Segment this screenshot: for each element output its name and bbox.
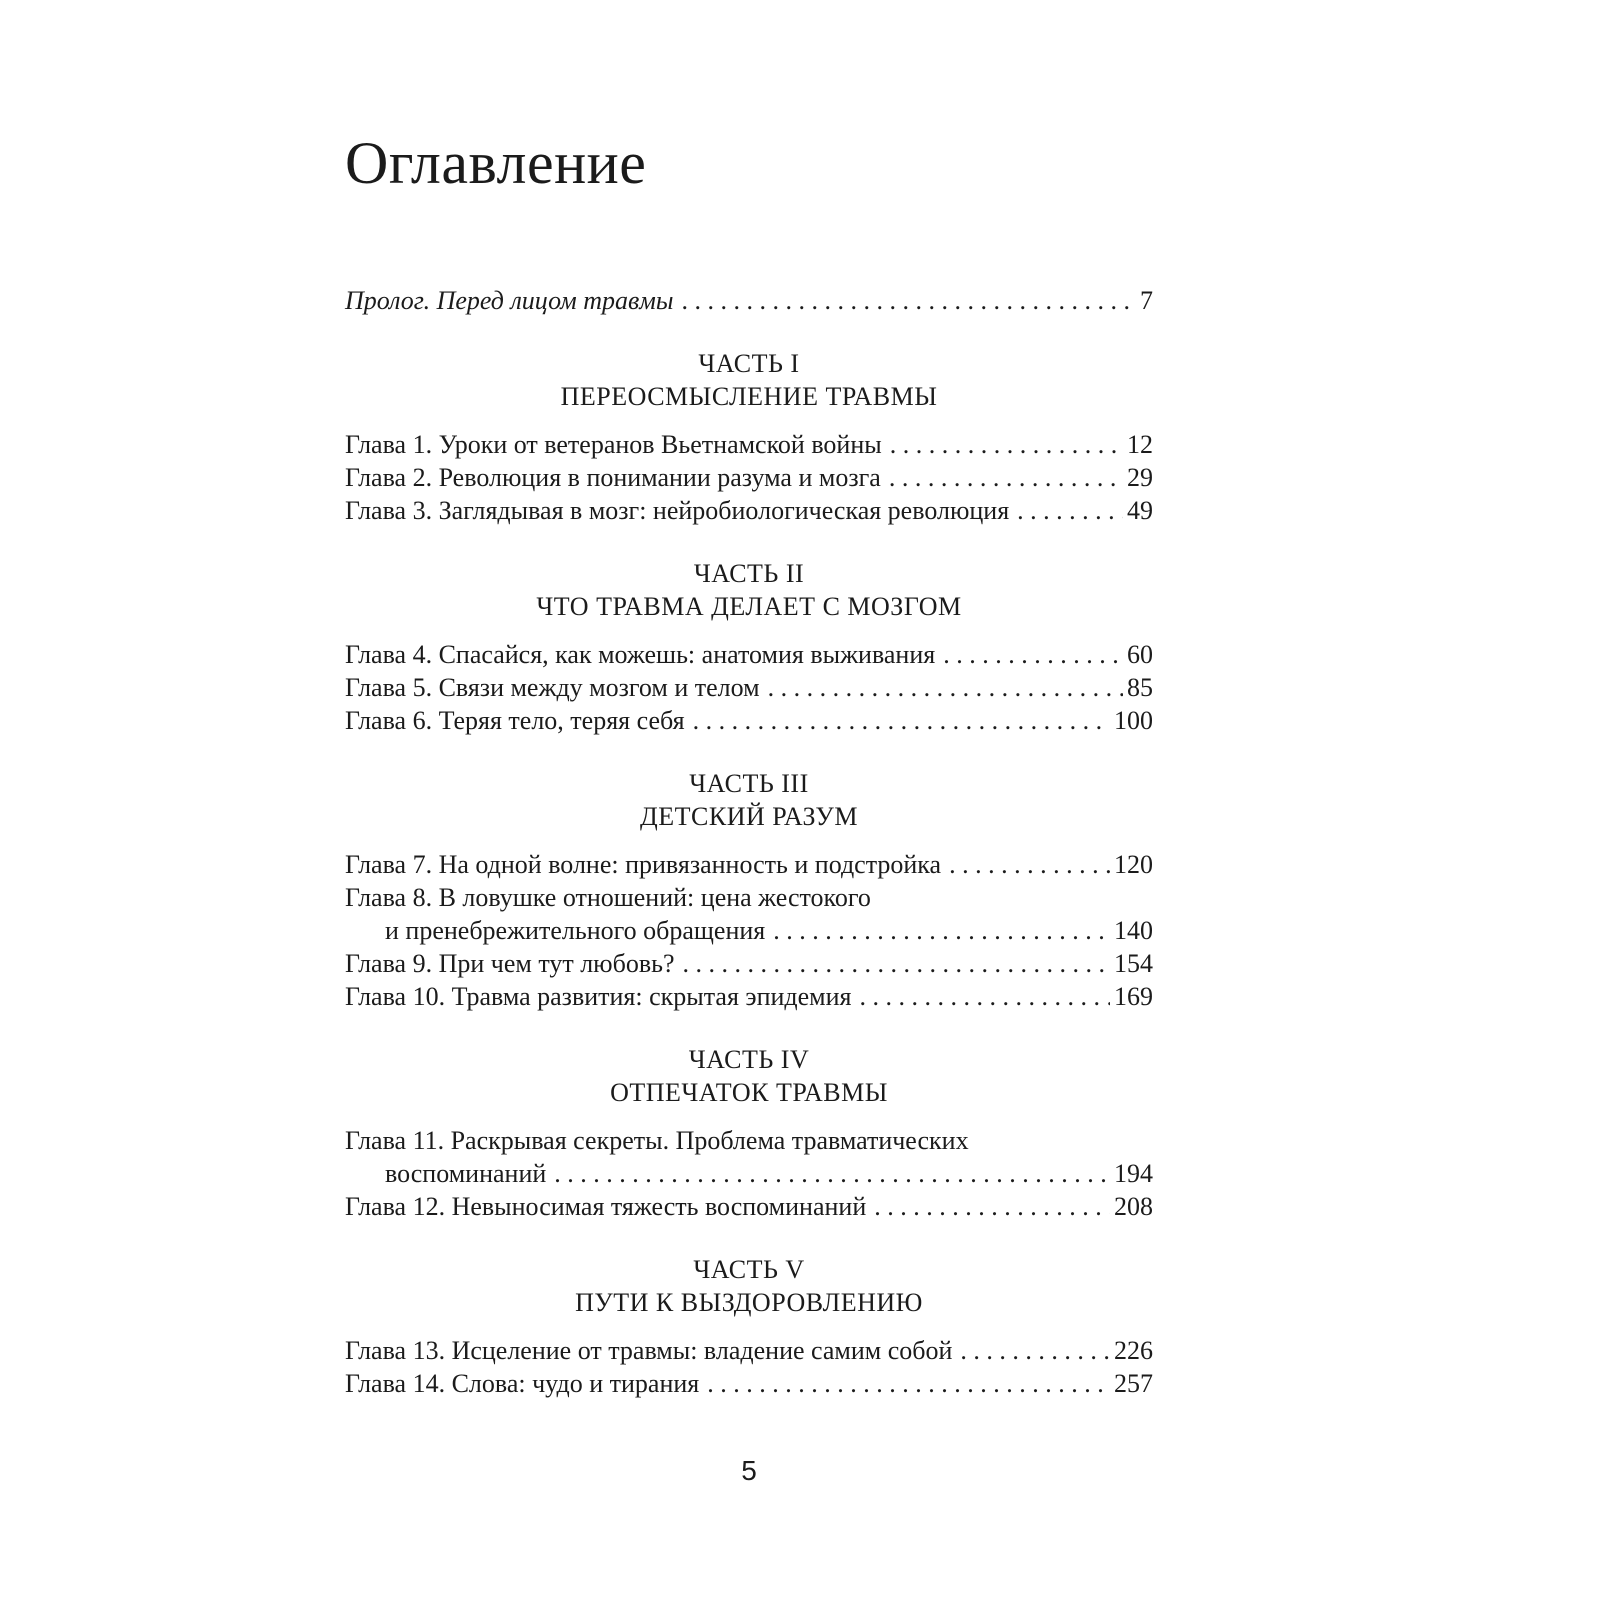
dot-leader	[960, 1334, 1110, 1367]
dot-leader	[949, 848, 1110, 881]
toc-entry-page: 257	[1114, 1369, 1153, 1398]
toc-entry-page: 140	[1114, 916, 1153, 945]
toc-entry-label: Глава 2. Революция в понимании разума и мозга	[345, 463, 881, 492]
part-heading: ЧАСТЬ V	[693, 1255, 805, 1284]
toc-entry-label: Глава 9. При чем тут любовь?	[345, 949, 675, 978]
table-of-contents	[345, 284, 1153, 1400]
part-subheading: ЧТО ТРАВМА ДЕЛАЕТ С МОЗГОМ	[536, 592, 962, 621]
toc-entry-continuation	[345, 1157, 1153, 1190]
toc-entry-label: Глава 12. Невыносимая тяжесть воспоминаний	[345, 1192, 867, 1221]
page-content	[345, 0, 1153, 1487]
toc-entry-prologue	[345, 284, 1153, 317]
toc-entry-label-line2: и пренебрежительного обращения	[385, 916, 766, 945]
dot-leader	[890, 428, 1123, 461]
part-chapters	[345, 1334, 1153, 1400]
toc-part-5	[345, 1253, 1153, 1400]
toc-entry	[345, 671, 1153, 704]
page-number: 5	[741, 1455, 757, 1486]
dot-leader	[554, 1157, 1110, 1190]
toc-entry-page: 154	[1114, 949, 1153, 978]
toc-entry-label: Глава 14. Слова: чудо и тирания	[345, 1369, 700, 1398]
toc-entry-label: Глава 8. В ловушке отношений: цена жестокого	[345, 883, 871, 912]
toc-part-3	[345, 767, 1153, 1013]
part-heading: ЧАСТЬ II	[693, 559, 805, 588]
part-subheading: ДЕТСКИЙ РАЗУМ	[640, 802, 858, 831]
toc-entry-page: 7	[1140, 286, 1153, 315]
dot-leader	[1017, 494, 1123, 527]
part-heading: ЧАСТЬ IV	[688, 1045, 810, 1074]
toc-entry-page: 100	[1114, 706, 1153, 735]
toc-part-4	[345, 1043, 1153, 1223]
toc-entry-label: Глава 4. Спасайся, как можешь: анатомия выживания	[345, 640, 936, 669]
toc-part-1	[345, 347, 1153, 527]
dot-leader	[707, 1367, 1110, 1400]
toc-entry-continuation	[345, 914, 1153, 947]
dot-leader	[874, 1190, 1110, 1223]
dot-leader	[683, 947, 1110, 980]
toc-entry-label: Глава 13. Исцеление от травмы: владение самим собой	[345, 1336, 953, 1365]
dot-leader	[889, 461, 1123, 494]
part-chapters	[345, 428, 1153, 527]
toc-entry	[345, 1334, 1153, 1367]
toc-entry	[345, 704, 1153, 737]
part-heading: ЧАСТЬ I	[698, 349, 800, 378]
toc-entry-label: Глава 1. Уроки от ветеранов Вьетнамской войны	[345, 430, 882, 459]
toc-entry-page: 49	[1127, 496, 1153, 525]
toc-entry-label: Глава 11. Раскрывая секреты. Проблема травматических	[345, 1126, 969, 1155]
part-chapters	[345, 848, 1153, 1013]
toc-entry-label: Глава 3. Заглядывая в мозг: нейробиологическая революция	[345, 496, 1010, 525]
toc-entry	[345, 1190, 1153, 1223]
toc-entry-page: 169	[1114, 982, 1153, 1011]
dot-leader	[943, 638, 1123, 671]
toc-entry	[345, 1367, 1153, 1400]
toc-entry-page: 29	[1127, 463, 1153, 492]
toc-entry	[345, 638, 1153, 671]
toc-entry-page: 208	[1114, 1192, 1153, 1221]
toc-entry-page: 85	[1127, 673, 1153, 702]
toc-entry-label: Глава 5. Связи между мозгом и телом	[345, 673, 760, 702]
toc-part-2	[345, 557, 1153, 737]
dot-leader	[768, 671, 1123, 704]
toc-entry-page: 226	[1114, 1336, 1153, 1365]
toc-entry	[345, 1124, 1153, 1190]
toc-entry-page: 12	[1127, 430, 1153, 459]
toc-entry-page: 120	[1114, 850, 1153, 879]
toc-entry	[345, 494, 1153, 527]
part-chapters	[345, 638, 1153, 737]
toc-entry	[345, 461, 1153, 494]
toc-entry-label-line2: воспоминаний	[385, 1159, 547, 1188]
dot-leader	[693, 704, 1110, 737]
part-heading: ЧАСТЬ III	[689, 769, 809, 798]
toc-entry	[345, 848, 1153, 881]
part-subheading: ПУТИ К ВЫЗДОРОВЛЕНИЮ	[575, 1288, 923, 1317]
part-chapters	[345, 1124, 1153, 1223]
part-subheading: ПЕРЕОСМЫСЛЕНИЕ ТРАВМЫ	[560, 382, 938, 411]
dot-leader	[860, 980, 1110, 1013]
toc-entry-page: 60	[1127, 640, 1153, 669]
toc-entry	[345, 980, 1153, 1013]
toc-entry-page: 194	[1114, 1159, 1153, 1188]
dot-leader	[681, 284, 1136, 317]
dot-leader	[773, 914, 1110, 947]
toc-entry-label: Глава 10. Травма развития: скрытая эпидемия	[345, 982, 852, 1011]
toc-entry	[345, 947, 1153, 980]
toc-entry-label: Пролог. Перед лицом травмы	[345, 286, 674, 315]
page-title: Оглавление	[345, 130, 647, 196]
toc-entry-label: Глава 6. Теряя тело, теряя себя	[345, 706, 685, 735]
toc-entry	[345, 428, 1153, 461]
part-subheading: ОТПЕЧАТОК ТРАВМЫ	[610, 1078, 888, 1107]
toc-entry-label: Глава 7. На одной волне: привязанность и подстройка	[345, 850, 942, 879]
toc-entry	[345, 881, 1153, 947]
